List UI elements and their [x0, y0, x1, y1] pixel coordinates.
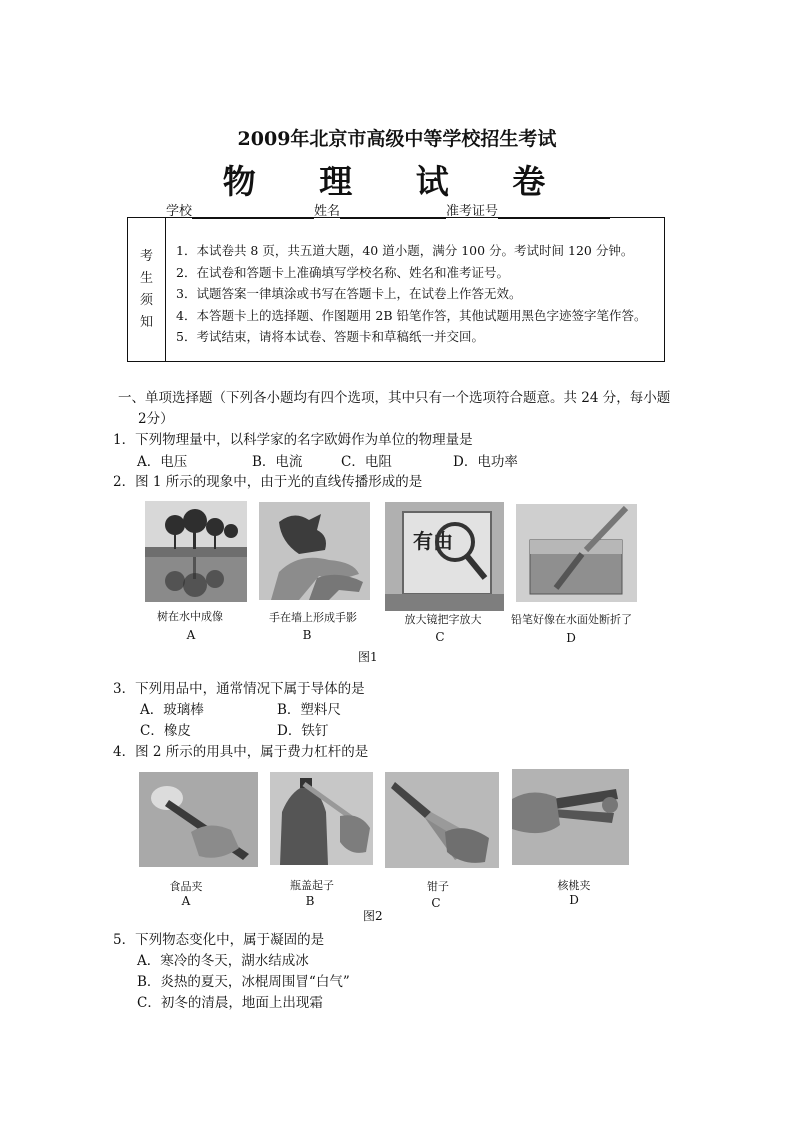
- section-heading-cont: 2分）: [138, 411, 174, 427]
- exam-notice-box: [127, 217, 665, 362]
- fig1-letter-a: A: [186, 628, 196, 642]
- exam-title: 2009年北京市高级中等学校招生考试: [237, 128, 557, 150]
- fig2-caption-d: 核桃夹: [557, 879, 591, 892]
- fig2-letter-b: B: [305, 894, 315, 908]
- notice-item: 5．考试结束，请将本试卷、答题卡和草稿纸一并交回。: [176, 329, 484, 344]
- q3-option-d[interactable]: D．铁钉: [277, 723, 329, 739]
- fig2-caption-a: 食品夹: [169, 880, 203, 893]
- fig1-caption-b: 手在墙上形成手影: [269, 611, 357, 624]
- q3-option-c[interactable]: C．橡皮: [140, 723, 191, 739]
- notice-item: 1．本试卷共 8 页，共五道大题，40 道小题，满分 100 分。考试时间 120 分钟。: [176, 243, 634, 258]
- q3-option-b[interactable]: B．塑料尺: [277, 702, 341, 718]
- pliers-photo: [385, 772, 499, 868]
- magnifier-photo: [385, 502, 504, 611]
- question-5-stem: 5．下列物态变化中，属于凝固的是: [113, 932, 325, 948]
- q1-option-c[interactable]: C．电阻: [341, 454, 392, 470]
- question-2-stem: 2．图 1 所示的现象中，由于光的直线传播形成的是: [113, 474, 423, 490]
- fig1-caption-d: 铅笔好像在水面处断折了: [511, 613, 632, 626]
- id-label: 准考证号: [446, 204, 499, 219]
- fig1-letter-b: B: [302, 628, 312, 642]
- question-1-stem: 1．下列物理量中，以科学家的名字欧姆作为单位的物理量是: [113, 432, 473, 448]
- fig2-letter-d: D: [569, 893, 579, 907]
- question-4-stem: 4．图 2 所示的用具中，属于费力杠杆的是: [113, 744, 369, 760]
- notice-item: 4．本答题卡上的选择题、作图题用 2B 铅笔作答，其他试题用黑色字迹签字笔作答。: [176, 307, 647, 323]
- food-tongs-photo: [139, 772, 258, 867]
- bottle-opener-photo: [270, 772, 373, 865]
- notice-side-label: 考 生 须 知: [128, 218, 166, 361]
- name-label: 姓名: [314, 204, 341, 219]
- q5-option-a[interactable]: A．寒冷的冬天，湖水结成冰: [137, 953, 309, 969]
- q5-option-c[interactable]: C．初冬的清晨，地面上出现霜: [137, 995, 323, 1011]
- magnifier-text: 有由: [413, 529, 453, 553]
- fig2-letter-a: A: [181, 894, 191, 908]
- notice-item: 2．在试卷和答题卡上准确填写学校名称、姓名和准考证号。: [176, 264, 509, 280]
- tree-reflection-photo: [145, 501, 247, 602]
- fig2-caption-c: 钳子: [427, 880, 449, 893]
- question-3-stem: 3．下列用品中，通常情况下属于导体的是: [113, 681, 365, 697]
- q3-option-a[interactable]: A．玻璃棒: [140, 702, 204, 718]
- fig1-caption-a: 树在水中成像: [157, 610, 223, 623]
- fig1-letter-d: D: [566, 631, 576, 645]
- fig1-letter-c: C: [435, 630, 445, 644]
- figure-2-label: 图2: [363, 909, 383, 923]
- pencil-in-water-photo: [516, 504, 637, 602]
- fig1-caption-c: 放大镜把字放大: [404, 613, 482, 626]
- q1-option-d[interactable]: D．电功率: [453, 454, 518, 470]
- fig2-letter-c: C: [431, 896, 441, 910]
- notice-items: [176, 240, 647, 348]
- fig2-caption-b: 瓶盖起子: [290, 879, 334, 892]
- school-label: 学校: [166, 204, 193, 219]
- q1-option-b[interactable]: B．电流: [252, 454, 303, 470]
- notice-item: 3．试题答案一律填涂或书写在答题卡上，在试卷上作答无效。: [176, 286, 522, 301]
- section-heading: 一、单项选择题（下列各小题均有四个选项，其中只有一个选项符合题意。共 24 分，每小题: [118, 390, 671, 406]
- figure-1-label: 图1: [358, 650, 378, 664]
- q5-option-b[interactable]: B．炎热的夏天，冰棍周围冒“白气”: [137, 974, 350, 990]
- nutcracker-photo: [512, 769, 629, 865]
- q1-option-a[interactable]: A．电压: [137, 454, 188, 470]
- hand-shadow-photo: [259, 502, 370, 600]
- paper-subtitle: 物 理 试 卷: [222, 162, 572, 201]
